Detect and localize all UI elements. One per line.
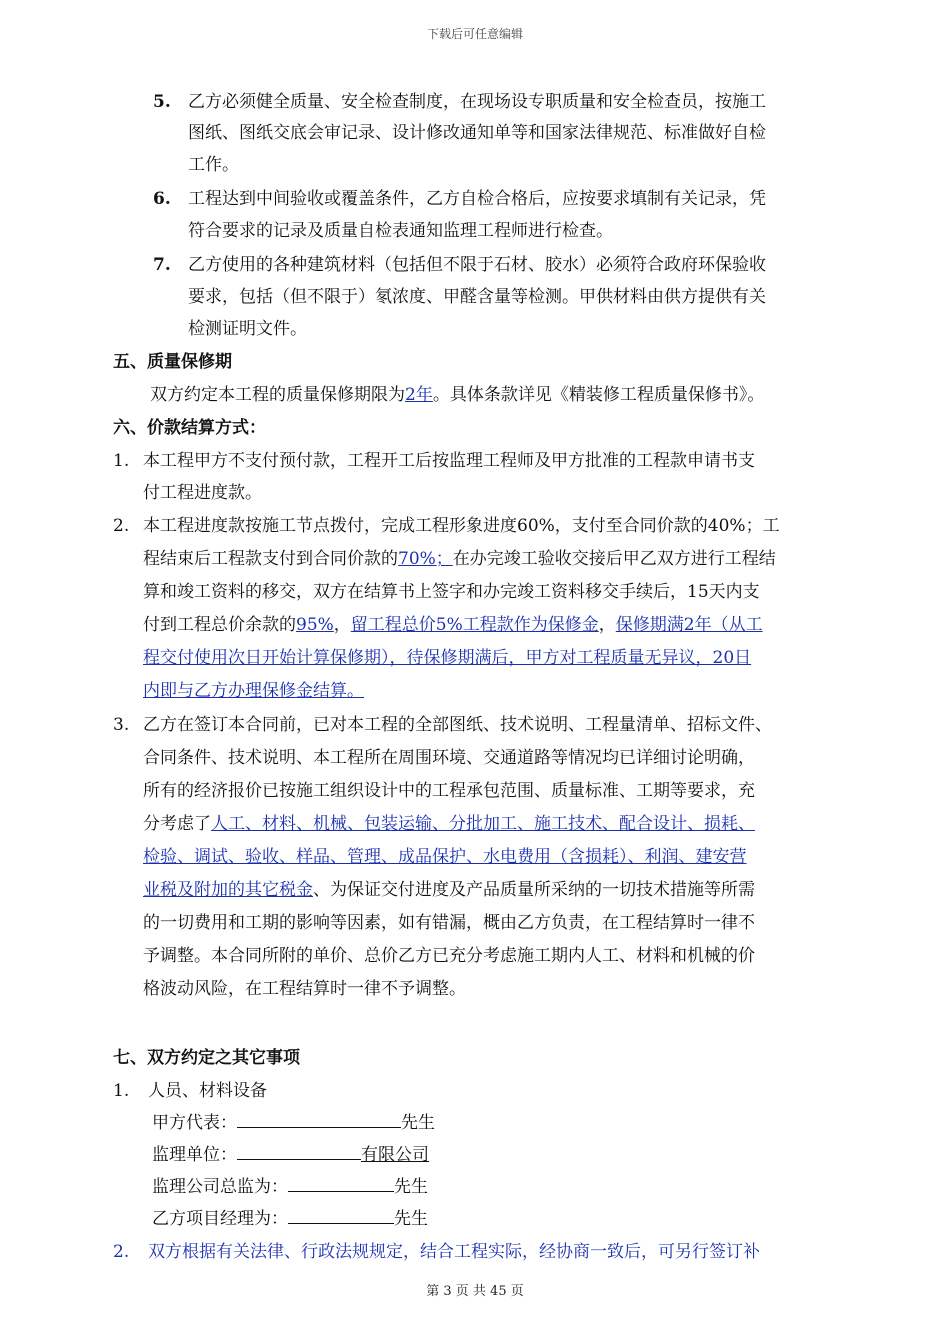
field-project-manager bbox=[152, 1207, 428, 1231]
text: 付到工程总价余款的 bbox=[143, 615, 296, 635]
tax-link[interactable]: 业税及附加的其它税金 bbox=[143, 880, 313, 900]
section-5-paragraph bbox=[150, 383, 764, 407]
page-footer: 第 3 页 共 45 页 bbox=[426, 1284, 524, 1299]
sec6-item-3-line-3: 所有的经济报价已按施工组织设计中的工程承包范围、质量标准、工期等要求，充 bbox=[143, 781, 755, 801]
warranty-term-link[interactable]: 保修期满2年（从工 bbox=[615, 615, 763, 635]
project-manager-blank[interactable] bbox=[288, 1207, 394, 1224]
sec6-item-3-line-5[interactable]: 检验、调试、验收、样品、管理、成品保护、水电费用（含损耗）、利润、建安营 bbox=[143, 847, 747, 867]
sec6-item-1-line-1: 本工程甲方不支付预付款，工程开工后按监理工程师及甲方批准的工程款申请书支 bbox=[143, 451, 755, 471]
section-7-title: 七、双方约定之其它事项 bbox=[113, 1048, 300, 1068]
text: 、为保证交付进度及产品质量所采纳的一切技术措施等所需 bbox=[313, 880, 755, 900]
item-6-line-2: 符合要求的记录及质量自检表通知监理工程师进行检查。 bbox=[188, 221, 613, 241]
sec6-item-3-line-8: 予调整。本合同所附的单价、总价乙方已充分考虑施工期内人工、材料和机械的价 bbox=[143, 946, 755, 966]
cost-items-link[interactable]: 人工、材料、机械、包装运输、分批加工、施工技术、配合设计、损耗、 bbox=[211, 814, 755, 834]
sec6-item-3-line-1: 乙方在签订本合同前，已对本工程的全部图纸、技术说明、工程量清单、招标文件、 bbox=[143, 715, 772, 735]
item-number: 2. bbox=[113, 516, 130, 536]
supervisor-unit-blank[interactable] bbox=[237, 1143, 361, 1160]
field-label: 监理单位： bbox=[152, 1145, 237, 1165]
field-suffix: 先生 bbox=[394, 1177, 428, 1197]
sec6-item-3-line-2: 合同条件、技术说明、本工程所在周围环境、交通道路等情况均已详细讨论明确， bbox=[143, 748, 755, 768]
field-suffix: 先生 bbox=[394, 1209, 428, 1229]
item-number: 2. bbox=[113, 1242, 130, 1262]
balance-ratio-link[interactable]: 95% bbox=[296, 615, 334, 635]
sec6-item-3-line-6 bbox=[143, 878, 755, 902]
sec7-item-1-text: 人员、材料设备 bbox=[148, 1081, 267, 1101]
item-7-line-2: 要求，包括（但不限于）氡浓度、甲醛含量等检测。甲供材料由供方提供有关 bbox=[188, 287, 766, 307]
item-7-line-3: 检测证明文件。 bbox=[188, 319, 307, 339]
text: ， bbox=[333, 615, 351, 635]
sec6-item-2-line-4 bbox=[143, 613, 763, 637]
item-5-line-1: 乙方必须健全质量、安全检查制度，在现场设专职质量和安全检查员，按施工 bbox=[188, 92, 766, 112]
sec6-item-3-line-9: 格波动风险，在工程结算时一律不予调整。 bbox=[143, 979, 466, 999]
text: 双方约定本工程的质量保修期限为 bbox=[150, 385, 405, 405]
item-number: 1. bbox=[113, 1081, 130, 1101]
section-6-title: 六、价款结算方式： bbox=[113, 418, 266, 438]
field-label: 甲方代表： bbox=[152, 1113, 237, 1133]
field-label: 监理公司总监为： bbox=[152, 1177, 288, 1197]
item-number: 6. bbox=[153, 189, 171, 209]
sec6-item-2-line-2 bbox=[143, 547, 776, 571]
item-number: 5. bbox=[153, 92, 171, 112]
sec6-item-2-line-3: 算和竣工资料的移交，双方在结算书上签字和办完竣工资料移交手续后，15天内支 bbox=[143, 582, 760, 602]
item-5-line-2: 图纸、图纸交底会审记录、设计修改通知单等和国家法律规范、标准做好自检 bbox=[188, 123, 766, 143]
item-number: 7. bbox=[153, 255, 171, 275]
warranty-period-link[interactable]: 2年 bbox=[405, 385, 433, 405]
sec6-item-2-line-5[interactable]: 程交付使用次日开始计算保修期），待保修期满后，甲方对工程质量无异议，20日 bbox=[143, 648, 752, 668]
section-5-title: 五、质量保修期 bbox=[113, 352, 232, 372]
field-suffix: 有限公司 bbox=[361, 1145, 429, 1165]
sec6-item-3-line-4 bbox=[143, 812, 755, 836]
item-5-line-3: 工作。 bbox=[188, 155, 239, 175]
text: 在办完竣工验收交接后甲乙双方进行工程结 bbox=[452, 549, 776, 569]
page-header: 下载后可任意编辑 bbox=[426, 27, 523, 41]
item-number: 3. bbox=[113, 715, 130, 735]
field-suffix: 先生 bbox=[401, 1113, 435, 1133]
payment-ratio-link[interactable]: 70%； bbox=[398, 549, 453, 569]
field-party-a-rep bbox=[152, 1111, 435, 1135]
sec6-item-2-line-1: 本工程进度款按施工节点拨付，完成工程形象进度60%，支付至合同价款的40%；工 bbox=[143, 516, 780, 536]
item-number: 1. bbox=[113, 451, 130, 471]
text: 程结束后工程款支付到合同价款的 bbox=[143, 549, 398, 569]
text: ， bbox=[598, 615, 616, 635]
sec7-item-2-text: 双方根据有关法律、行政法规规定，结合工程实际，经协商一致后，可另行签订补 bbox=[148, 1242, 760, 1262]
text: 分考虑了 bbox=[143, 814, 211, 834]
text: 。具体条款详见《精装修工程质量保修书》。 bbox=[432, 385, 765, 405]
sec6-item-3-line-7: 的一切费用和工期的影响等因素，如有错漏，概由乙方负责，在工程结算时一律不 bbox=[143, 913, 755, 933]
field-label: 乙方项目经理为： bbox=[152, 1209, 288, 1229]
item-7-line-1: 乙方使用的各种建筑材料（包括但不限于石材、胶水）必须符合政府环保验收 bbox=[188, 255, 766, 275]
retention-link[interactable]: 留工程总价5%工程款作为保修金 bbox=[350, 615, 599, 635]
item-6-line-1: 工程达到中间验收或覆盖条件，乙方自检合格后，应按要求填制有关记录，凭 bbox=[188, 189, 766, 209]
sec6-item-1-line-2: 付工程进度款。 bbox=[143, 483, 262, 503]
party-a-rep-blank[interactable] bbox=[237, 1111, 401, 1128]
sec6-item-2-line-6[interactable]: 内即与乙方办理保修金结算。 bbox=[143, 681, 364, 701]
field-chief-supervisor bbox=[152, 1175, 428, 1199]
chief-supervisor-blank[interactable] bbox=[288, 1175, 394, 1192]
field-supervisor-unit bbox=[152, 1143, 429, 1167]
